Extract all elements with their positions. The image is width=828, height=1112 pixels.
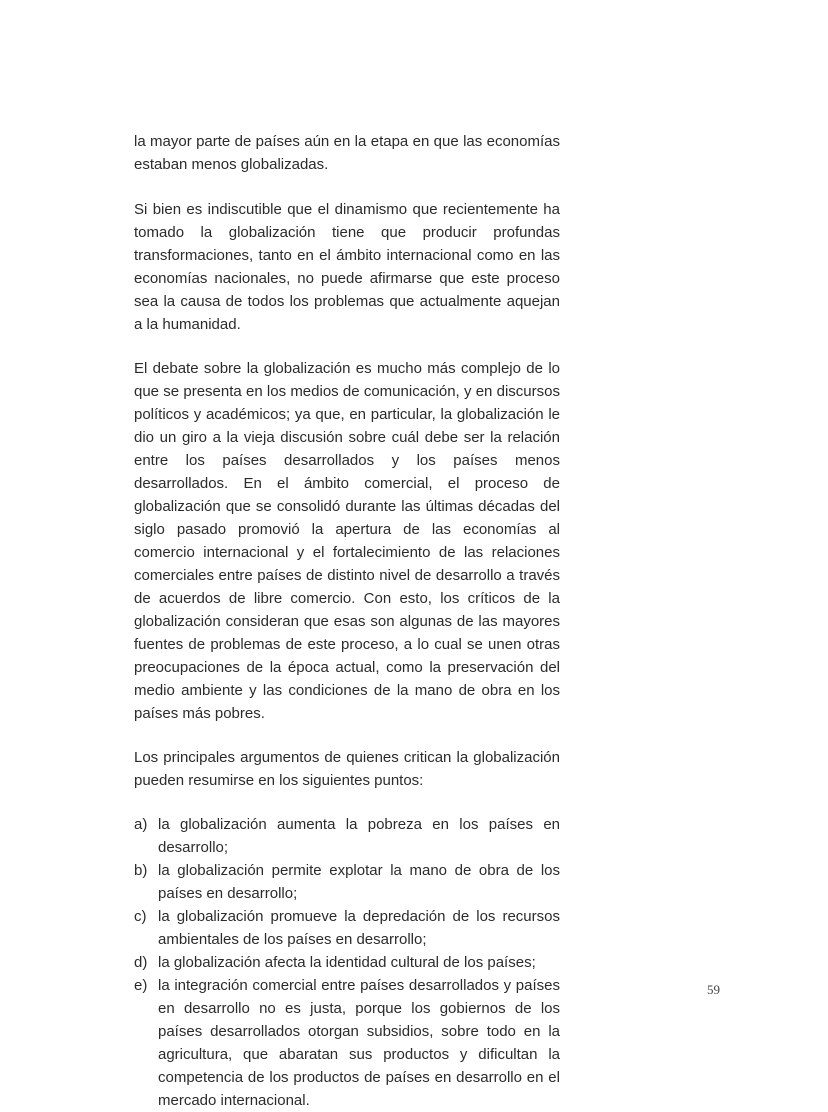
list-marker: e) (134, 977, 148, 994)
list-item (134, 951, 560, 974)
list-marker: b) (134, 862, 148, 879)
list-item-text: la globalización aumenta la pobreza en los países en desarrollo; (158, 816, 560, 856)
list-item (134, 813, 560, 859)
list-marker: d) (134, 954, 148, 971)
list-item-text: la globalización promueve la depredación de los recursos ambientales de los países en desarrollo; (158, 908, 560, 948)
paragraph-dynamism: Si bien es indiscutible que el dinamismo que recientemente ha tomado la globalización tiene que producir profundas transformaciones, tanto en el ámbito internacional como en las economías nacionales, no puede afirmarse que este proceso sea la causa de todos los problemas que actualmente aquejan a la humanidad. (134, 201, 560, 333)
paragraph-continuation: la mayor parte de países aún en la etapa en que las economías estaban menos globalizadas. (134, 133, 560, 173)
paragraph-arguments-intro: Los principales argumentos de quienes critican la globalización pueden resumirse en los siguientes puntos: (134, 749, 560, 789)
body-text (134, 130, 560, 1112)
list-item-text: la integración comercial entre países desarrollados y países en desarrollo no es justa, porque los gobiernos de los países desarrollados otorgan subsidios, sobre todo en la agricultura, que abaratan sus productos y dificultan la competencia de los productos de países en desarrollo en el mercado internacional. (158, 977, 560, 1109)
list-item-text: la globalización permite explotar la mano de obra de los países en desarrollo; (158, 862, 560, 902)
list-item-text: la globalización afecta la identidad cultural de los países; (158, 954, 536, 971)
list-item (134, 859, 560, 905)
arguments-list (134, 813, 560, 1112)
list-item (134, 974, 560, 1112)
list-marker: c) (134, 908, 147, 925)
list-marker: a) (134, 816, 148, 833)
page-number: 59 (707, 982, 720, 997)
list-item (134, 905, 560, 951)
paragraph-debate: El debate sobre la globalización es mucho más complejo de lo que se presenta en los medios de comunicación, y en discursos políticos y académicos; ya que, en particular, la globalización le dio un giro a la vieja discusión sobre cuál debe ser la relación entre los países desarrollados y los países menos desarrollados. En el ámbito comercial, el proceso de globalización que se consolidó durante las últimas décadas del siglo pasado promovió la apertura de las economías al comercio internacional y el fortalecimiento de las relaciones comerciales entre países de distinto nivel de desarrollo a través de acuerdos de libre comercio. Con esto, los críticos de la globalización consideran que esas son algunas de las mayores fuentes de problemas de este proceso, a lo cual se unen otras preocupaciones de la época actual, como la preservación del medio ambiente y las condiciones de la mano de obra en los países más pobres. (134, 360, 560, 722)
